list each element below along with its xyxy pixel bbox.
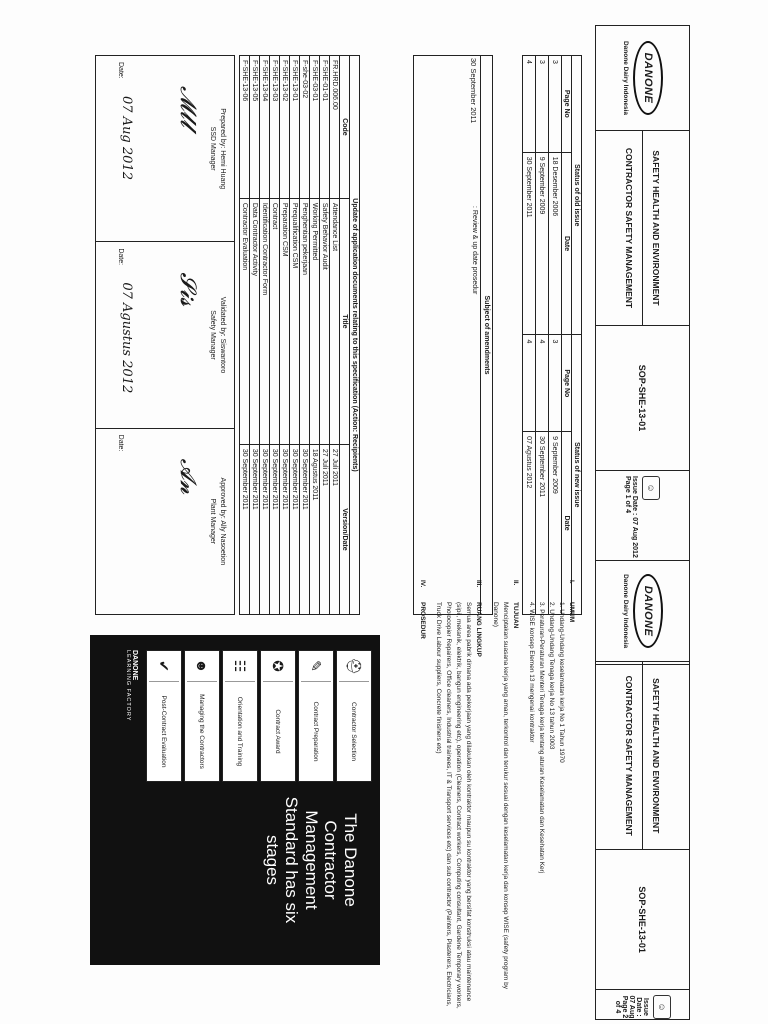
section-heading — [510, 580, 520, 1010]
stage-orientation-training — [222, 650, 258, 782]
cell: 30 September 2011 — [290, 444, 300, 614]
cell: 9 September 2009 — [549, 432, 562, 615]
table-row — [310, 56, 320, 615]
table-row — [250, 56, 260, 615]
company-name: Danone Dairy Indonesia — [622, 40, 630, 116]
cell: F-SHE-13-04 — [260, 56, 270, 199]
col-code: Code — [340, 56, 350, 199]
list-item: 3. Peraturan-Peraturan Menteri Tenaga kerja tentang aturan Keselamatan dan Kesehatan Kerj — [537, 602, 545, 874]
issue-date: Issue Date : 07 Aug 2012 — [631, 476, 639, 558]
table-row — [280, 56, 290, 615]
cell: 30 September 2011 — [250, 444, 260, 614]
signer-role: SSD Manager — [209, 126, 216, 171]
stamp-icon: ☺ — [653, 995, 671, 1019]
cell: 30 September 2011 — [270, 444, 280, 614]
page-2-body — [417, 580, 582, 1010]
stage-contractor-selection — [336, 650, 372, 782]
cell: 4 — [523, 56, 536, 153]
cell: 30 September 2011 — [260, 444, 270, 614]
section-paragraph: Menciptakan suasana kerja yang aman, terkontrol dan terukur sesuai dengan keselamatan kerja dan konsep WISE (safety program by Danone) — [491, 602, 509, 989]
lf-title: DANONE — [131, 650, 138, 681]
cell: F-SHE-13-01 — [290, 56, 300, 199]
update-documents-table — [239, 55, 360, 615]
document-category: SAFETY HEALTH AND ENVIRONMENT — [642, 131, 669, 325]
cell: F-SHE-13-05 — [250, 56, 260, 199]
col-date: Date — [562, 152, 572, 335]
signature-validated — [96, 242, 234, 428]
new-issue-header: Status of new issue — [572, 335, 582, 615]
cell: Preparation CSM — [280, 198, 290, 444]
table-row — [549, 56, 562, 615]
page-header — [595, 560, 690, 1020]
handwritten-signature-icon: 𝓜𝓵𝓵 — [175, 86, 200, 128]
signature-block — [95, 55, 235, 615]
table-row — [536, 56, 549, 615]
stage-post-contract-evaluation — [146, 650, 182, 782]
page-number: Page 1 of 4 — [624, 476, 632, 513]
col-page: Page No — [562, 335, 572, 432]
evaluation-icon: ✔ — [149, 651, 179, 682]
cell: F-SHE-01-01 — [320, 56, 330, 199]
cell: Penghentian pekerjaan — [300, 198, 310, 444]
cell: F-SHE-13-06 — [240, 56, 250, 199]
signer-name: Approved by: Ally Nasoetion — [219, 477, 226, 566]
stage-label: Contractor Selection — [350, 702, 358, 761]
cell: 07 Agustus 2012 — [523, 432, 536, 615]
cell: 4 — [523, 335, 536, 432]
list-item: 4. WISE konsep Elemen 13 mengenai kontraktor — [527, 602, 535, 743]
section-paragraph: Semua area pabrik dimana ada pekerjaan yang dilakukan oleh kontraktor maupun su kontraktor yang bersifat konstruksi atau maintenance (sipil, mekanik, elektrik, bangun engineering etc), operation (Cleaners, Contract workers, Computing consultant, Gardene Temporary workers, Photocopier Repairers, Office cleaners, Industrial trainees, IT & Transport services etc) dan sub contractor (Painters, Plasterers, Electricians, Truck Drive Labour suppliers, Concrete finishers etc) — [435, 602, 473, 1009]
issue-date: Issue Date : 07 Aug — [628, 995, 649, 1019]
cell: 3 — [549, 56, 562, 153]
stage-label: Post-Contract Evaluation — [160, 695, 168, 768]
cell: FR.HRD.006.00 — [330, 56, 340, 199]
table-row — [300, 56, 310, 615]
old-issue-header: Status of old issue — [572, 56, 582, 335]
cell: F-SHE-13-03 — [270, 56, 280, 199]
issue-status-table — [522, 55, 582, 615]
table-row — [240, 56, 250, 615]
handwritten-signature-icon: 𝓢𝓲𝓼 — [175, 272, 200, 307]
amendment-date: 30 September 2011 — [469, 58, 478, 124]
signer-role: Plant Manager — [209, 498, 216, 545]
cell: 9 September 2009 — [536, 152, 549, 335]
section-number: II. — [511, 580, 519, 586]
logo-cell — [596, 561, 689, 662]
cell: F-SHE-03-01 — [310, 56, 320, 199]
stage-contract-preparation — [298, 650, 334, 782]
col-version: Version/Date — [340, 444, 350, 614]
stage-label: Contract Preparation — [312, 701, 320, 762]
section-heading — [417, 580, 427, 1010]
learning-factory-logo — [125, 650, 138, 721]
cell: 4 — [536, 335, 549, 432]
cell: 30 September 2011 — [536, 432, 549, 615]
handwritten-signature-icon: 𝓐𝓷 — [175, 458, 200, 495]
list-item: 1. Undang-Undang keselamatan kerja No 1 Tahun 1970 — [557, 602, 565, 763]
section-title: UMUM — [568, 602, 575, 623]
signature-prepared — [96, 56, 234, 242]
table-row — [330, 56, 340, 615]
stage-managing-contractors — [184, 650, 220, 782]
logo-cell — [596, 26, 689, 131]
table-row — [260, 56, 270, 615]
title-cell — [596, 131, 689, 326]
section-number: III. — [475, 580, 483, 588]
award-icon: ✪ — [263, 651, 293, 682]
stage-contract-award — [260, 650, 296, 782]
cell: Contractor Evaluation — [240, 198, 250, 444]
procedure-diagram — [90, 580, 380, 1010]
document-title: CONTRACTOR SAFETY MANAGEMENT — [624, 147, 634, 309]
signer-name: Prepared by: Hemi Huang — [219, 108, 226, 190]
cell: 3 — [549, 335, 562, 432]
cell: 30 September 2011 — [300, 444, 310, 614]
section-heading — [566, 580, 576, 1010]
cell: 30 September 2011 — [280, 444, 290, 614]
cell: 18 Agustus 2011 — [310, 444, 320, 614]
amendment-text: : Review & up date prosedur — [471, 206, 478, 295]
section-title: PROSEDUR — [419, 602, 427, 639]
cell: Prequalification CSM — [290, 198, 300, 444]
cell: 27 Juli 2011 — [320, 444, 330, 614]
page-number: Page 2 of 4 — [614, 995, 628, 1019]
sop-code: SOP-SHE-13-01 — [596, 850, 689, 990]
section-heading — [473, 580, 483, 1010]
section-title: TUJUAN — [511, 602, 519, 629]
cell: F-she-03-02 — [300, 56, 310, 199]
cell: 27 Juli 2011 — [330, 444, 340, 614]
cell: 30 September 2011 — [240, 444, 250, 614]
document-icon: ✎ — [301, 651, 331, 682]
table-row — [270, 56, 280, 615]
training-icon: ☷ — [225, 651, 255, 682]
danone-logo: DANONE — [633, 41, 663, 115]
signer-role: Safety Manager — [209, 310, 216, 360]
table-row — [290, 56, 300, 615]
date-label: Date: — [117, 248, 124, 266]
amendments-title: Subject of amendments — [480, 56, 492, 614]
cell: Data Contractor Activity — [250, 198, 260, 444]
stage-label: Contract Award — [274, 709, 282, 754]
cell: 30 September 2011 — [523, 152, 536, 335]
diagram-heading: The Danone Contractor Management Standard has six stages — [262, 796, 360, 924]
lf-subtitle: LEARNING FACTORY — [125, 650, 131, 722]
cell: 18 Desember 2006 — [549, 152, 562, 335]
signer-name: Validated by: Siswantoro — [219, 296, 226, 374]
stage-label: Orientation and Training — [236, 696, 244, 767]
cell: Identification Contractor Form — [260, 198, 270, 444]
handwritten-date: 07 Aug 2012 — [119, 96, 134, 180]
section-number: I. — [568, 580, 575, 584]
sop-code: SOP-SHE-13-01 — [596, 326, 689, 471]
team-icon: ☻ — [187, 651, 217, 682]
cell: 3 — [536, 56, 549, 153]
amendments-box — [413, 55, 493, 615]
col-page: Page No — [562, 56, 572, 153]
table-row — [320, 56, 330, 615]
danone-logo: DANONE — [633, 574, 663, 648]
stamp-icon: ☺ — [643, 476, 661, 500]
table-row — [523, 56, 536, 615]
cell: Contract — [270, 198, 280, 444]
title-cell — [596, 662, 689, 850]
cell: Working Permitted — [310, 198, 320, 444]
col-title: Title — [340, 198, 350, 444]
handwritten-date: 07 Agustus 2012 — [119, 282, 134, 394]
document-page-2 — [90, 560, 690, 1020]
update-caption: Update of application documents relating to this specification (Action: Recipients) — [350, 56, 360, 615]
section-number: IV. — [419, 580, 427, 588]
cell: Safety Behavior Audit — [320, 198, 330, 444]
issue-cell — [596, 990, 689, 1019]
date-label: Date: — [117, 434, 124, 452]
document-title: CONTRACTOR SAFETY MANAGEMENT — [624, 675, 634, 836]
cell: Attendance List — [330, 198, 340, 444]
list-item: 2. Undang-Undang Tenaga kerja No 13 tahun 2003 — [547, 602, 555, 750]
cell: F-SHE-13-02 — [280, 56, 290, 199]
date-label: Date: — [117, 62, 124, 79]
worker-icon: ⛑ — [339, 651, 369, 682]
section-title: RUANG LINGKUP — [475, 602, 483, 657]
company-name: Danone Dairy Indonesia — [622, 574, 630, 649]
document-category: SAFETY HEALTH AND ENVIRONMENT — [642, 662, 669, 849]
col-date: Date — [562, 432, 572, 615]
stage-label: Managing the Contractors — [198, 694, 206, 769]
